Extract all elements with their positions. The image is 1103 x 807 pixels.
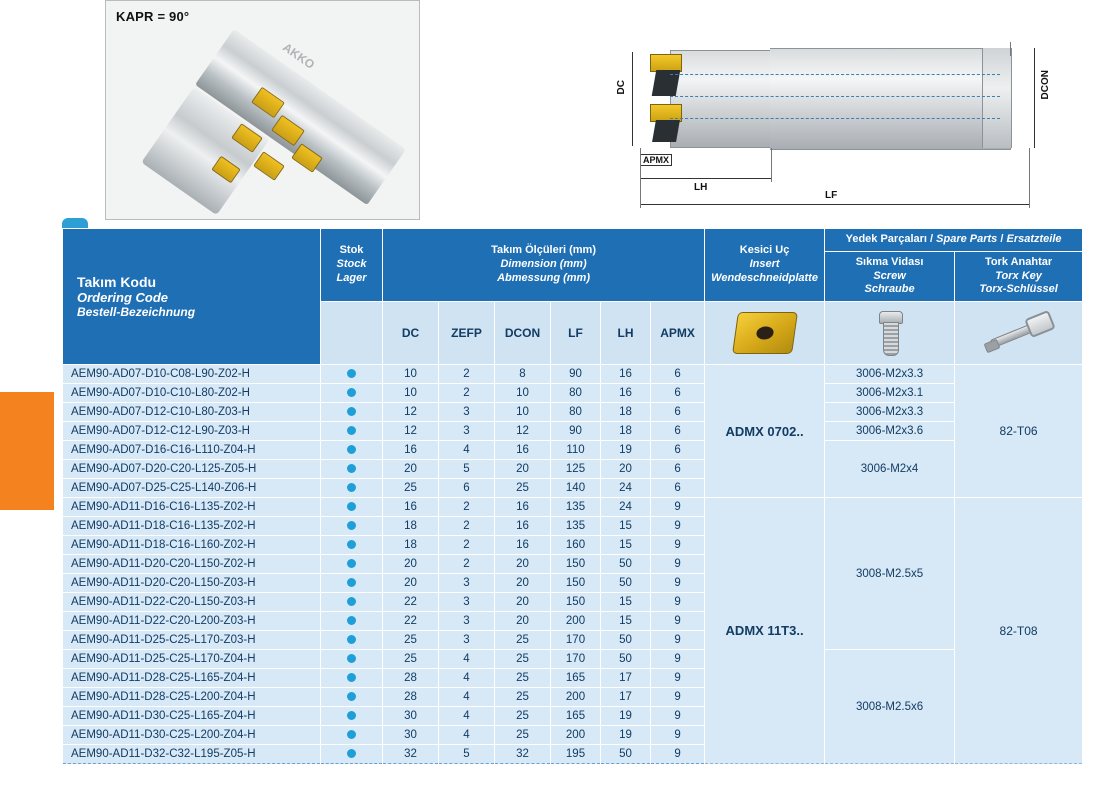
row-dc: 12 <box>383 403 439 422</box>
row-apmx: 6 <box>651 365 705 384</box>
row-ordering-code: AEM90-AD11-D32-C32-L195-Z05-H <box>63 745 321 764</box>
row-dcon: 25 <box>495 479 551 498</box>
row-lh: 50 <box>601 650 651 669</box>
screw-icon <box>877 311 903 355</box>
blue-dot-icon <box>347 578 356 587</box>
insert-header <box>705 229 825 302</box>
row-zefp: 6 <box>439 479 495 498</box>
spare-parts-tr: Yedek Parçaları <box>845 233 927 245</box>
insert-icon <box>732 312 798 354</box>
row-lf: 90 <box>551 422 601 441</box>
row-dc: 18 <box>383 536 439 555</box>
row-stock-status <box>321 745 383 764</box>
row-lf: 125 <box>551 460 601 479</box>
row-lf: 170 <box>551 631 601 650</box>
extension-line <box>640 148 641 182</box>
table-row[interactable] <box>63 384 1083 403</box>
row-ordering-code: AEM90-AD07-D25-C25-L140-Z06-H <box>63 479 321 498</box>
row-lf: 200 <box>551 688 601 707</box>
spare-parts-en: Spare Parts <box>936 233 998 245</box>
row-screw-code: 3006-M2x4 <box>825 441 955 498</box>
dimension-header-en: Dimension (mm) <box>500 258 587 271</box>
row-apmx: 6 <box>651 460 705 479</box>
row-lf: 150 <box>551 555 601 574</box>
table-row[interactable] <box>63 498 1083 517</box>
row-ordering-code: AEM90-AD07-D16-C16-L110-Z04-H <box>63 441 321 460</box>
row-stock-status <box>321 365 383 384</box>
row-stock-status <box>321 688 383 707</box>
row-lh: 17 <box>601 688 651 707</box>
row-screw-code: 3006-M2x3.3 <box>825 403 955 422</box>
dcon-label: DCON <box>1040 70 1051 100</box>
screw-header <box>825 251 955 301</box>
blue-dot-icon <box>347 445 356 454</box>
row-lf: 195 <box>551 745 601 764</box>
insert-header-de: Wendeschneidplatte <box>711 271 818 284</box>
row-lh: 18 <box>601 422 651 441</box>
row-zefp: 5 <box>439 745 495 764</box>
row-dcon: 20 <box>495 612 551 631</box>
row-lh: 50 <box>601 631 651 650</box>
row-apmx: 9 <box>651 555 705 574</box>
row-apmx: 9 <box>651 612 705 631</box>
drawing-centerline <box>670 118 1000 119</box>
drawing-centerline <box>670 74 1000 75</box>
row-lf: 140 <box>551 479 601 498</box>
torx-key-icon <box>983 311 1055 355</box>
row-lh: 15 <box>601 517 651 536</box>
row-zefp: 3 <box>439 631 495 650</box>
row-dcon: 16 <box>495 536 551 555</box>
row-lh: 16 <box>601 384 651 403</box>
screw-header-tr: Sıkma Vidası <box>855 255 924 268</box>
lh-label: LH <box>694 182 708 193</box>
row-lf: 150 <box>551 574 601 593</box>
stock-header <box>321 229 383 302</box>
row-dcon: 25 <box>495 707 551 726</box>
row-apmx: 9 <box>651 745 705 764</box>
row-dc: 20 <box>383 555 439 574</box>
row-apmx: 6 <box>651 479 705 498</box>
tool-photo <box>105 0 420 220</box>
row-dc: 20 <box>383 460 439 479</box>
blue-dot-icon <box>347 673 356 682</box>
blue-dot-icon <box>347 521 356 530</box>
row-lf: 165 <box>551 669 601 688</box>
row-stock-status <box>321 479 383 498</box>
row-lf: 200 <box>551 726 601 745</box>
row-stock-status <box>321 403 383 422</box>
row-screw-code: 3008-M2.5x5 <box>825 498 955 650</box>
col-dcon: DCON <box>495 302 551 365</box>
row-stock-status <box>321 441 383 460</box>
row-dcon: 25 <box>495 688 551 707</box>
row-dcon: 16 <box>495 441 551 460</box>
row-zefp: 3 <box>439 612 495 631</box>
row-dc: 25 <box>383 650 439 669</box>
row-dc: 30 <box>383 726 439 745</box>
row-apmx: 6 <box>651 441 705 460</box>
row-stock-status <box>321 631 383 650</box>
row-ordering-code: AEM90-AD11-D30-C25-L165-Z04-H <box>63 707 321 726</box>
row-zefp: 2 <box>439 536 495 555</box>
row-stock-status <box>321 555 383 574</box>
row-stock-status <box>321 536 383 555</box>
row-stock-status <box>321 707 383 726</box>
ordering-code-title-tr: Takım Kodu <box>77 274 157 290</box>
row-ordering-code: AEM90-AD11-D16-C16-L135-Z02-H <box>63 498 321 517</box>
insert-header-en: Insert <box>749 258 780 271</box>
row-zefp: 4 <box>439 726 495 745</box>
blue-dot-icon <box>347 654 356 663</box>
row-dc: 20 <box>383 574 439 593</box>
row-stock-status <box>321 612 383 631</box>
drawing-shank-end <box>982 48 1012 148</box>
col-dc: DC <box>383 302 439 365</box>
row-apmx: 9 <box>651 707 705 726</box>
row-ordering-code: AEM90-AD07-D10-C08-L90-Z02-H <box>63 365 321 384</box>
row-lf: 150 <box>551 593 601 612</box>
row-apmx: 9 <box>651 536 705 555</box>
blue-dot-icon <box>347 711 356 720</box>
row-lh: 19 <box>601 707 651 726</box>
col-lh: LH <box>601 302 651 365</box>
row-lh: 50 <box>601 745 651 764</box>
row-lh: 19 <box>601 441 651 460</box>
row-insert-code: ADMX 11T3.. <box>705 498 825 764</box>
row-zefp: 4 <box>439 707 495 726</box>
row-lh: 50 <box>601 555 651 574</box>
row-lh: 19 <box>601 726 651 745</box>
row-apmx: 9 <box>651 669 705 688</box>
row-dcon: 20 <box>495 555 551 574</box>
row-ordering-code: AEM90-AD07-D12-C12-L90-Z03-H <box>63 422 321 441</box>
row-lf: 135 <box>551 498 601 517</box>
drawing-shank <box>770 48 1011 150</box>
row-stock-status <box>321 384 383 403</box>
torx-icon-cell <box>955 302 1083 365</box>
blue-dot-icon <box>347 692 356 701</box>
row-dcon: 12 <box>495 422 551 441</box>
row-lh: 15 <box>601 612 651 631</box>
row-ordering-code: AEM90-AD11-D18-C16-L160-Z02-H <box>63 536 321 555</box>
row-dc: 25 <box>383 479 439 498</box>
insert-icon-cell <box>705 302 825 365</box>
lh-dimension-line <box>640 178 772 179</box>
stock-header-en: Stock <box>336 258 367 271</box>
row-screw-code: 3006-M2x3.6 <box>825 422 955 441</box>
decorative-orange-tab <box>0 392 54 510</box>
row-stock-status <box>321 669 383 688</box>
row-apmx: 6 <box>651 403 705 422</box>
blue-dot-icon <box>347 426 356 435</box>
row-zefp: 2 <box>439 517 495 536</box>
row-zefp: 3 <box>439 593 495 612</box>
row-stock-status <box>321 650 383 669</box>
dimension-header-tr: Takım Ölçüleri (mm) <box>491 244 596 257</box>
row-lh: 50 <box>601 574 651 593</box>
row-dcon: 8 <box>495 365 551 384</box>
row-dcon: 16 <box>495 517 551 536</box>
row-dc: 28 <box>383 688 439 707</box>
row-ordering-code: AEM90-AD11-D20-C20-L150-Z02-H <box>63 555 321 574</box>
table-row[interactable] <box>63 422 1083 441</box>
drawing-cutter-body <box>670 50 772 148</box>
row-zefp: 4 <box>439 669 495 688</box>
row-dc: 12 <box>383 422 439 441</box>
torx-header-tr: Tork Anahtar <box>984 255 1053 268</box>
blue-dot-icon <box>347 635 356 644</box>
row-lf: 200 <box>551 612 601 631</box>
row-dc: 25 <box>383 631 439 650</box>
row-lh: 16 <box>601 365 651 384</box>
row-apmx: 9 <box>651 631 705 650</box>
table-body <box>63 365 1083 764</box>
extension-line <box>640 178 641 208</box>
row-dcon: 25 <box>495 669 551 688</box>
blue-dot-icon <box>347 597 356 606</box>
blue-dot-icon <box>347 502 356 511</box>
row-lf: 80 <box>551 384 601 403</box>
blue-dot-icon <box>347 749 356 758</box>
illustration-area <box>0 0 1103 218</box>
row-stock-status <box>321 517 383 536</box>
row-torx-code: 82-T08 <box>955 498 1083 764</box>
blue-dot-icon <box>347 388 356 397</box>
row-dc: 16 <box>383 441 439 460</box>
row-dc: 32 <box>383 745 439 764</box>
insert-header-tr: Kesici Uç <box>739 244 790 257</box>
torx-header-en: Torx Key <box>995 269 1042 282</box>
row-zefp: 2 <box>439 384 495 403</box>
row-apmx: 9 <box>651 498 705 517</box>
blue-dot-icon <box>347 559 356 568</box>
row-dcon: 25 <box>495 726 551 745</box>
row-insert-code: ADMX 0702.. <box>705 365 825 498</box>
row-dcon: 20 <box>495 574 551 593</box>
row-stock-status <box>321 593 383 612</box>
row-lf: 170 <box>551 650 601 669</box>
row-stock-status <box>321 460 383 479</box>
row-lh: 24 <box>601 498 651 517</box>
dimension-header-de: Abmessung (mm) <box>497 271 590 284</box>
row-ordering-code: AEM90-AD11-D28-C25-L200-Z04-H <box>63 688 321 707</box>
row-zefp: 5 <box>439 460 495 479</box>
row-dcon: 25 <box>495 631 551 650</box>
row-dc: 16 <box>383 498 439 517</box>
row-screw-code: 3008-M2.5x6 <box>825 650 955 764</box>
torx-header <box>955 251 1083 301</box>
row-zefp: 4 <box>439 441 495 460</box>
row-dc: 10 <box>383 384 439 403</box>
row-stock-status <box>321 498 383 517</box>
row-dcon: 32 <box>495 745 551 764</box>
row-lh: 18 <box>601 403 651 422</box>
row-dcon: 16 <box>495 498 551 517</box>
ordering-code-title-en: Ordering Code <box>77 290 169 305</box>
row-lf: 110 <box>551 441 601 460</box>
blue-dot-icon <box>347 483 356 492</box>
row-stock-status <box>321 726 383 745</box>
row-ordering-code: AEM90-AD11-D20-C20-L150-Z03-H <box>63 574 321 593</box>
row-lf: 135 <box>551 517 601 536</box>
row-dc: 28 <box>383 669 439 688</box>
stock-icon-col <box>321 302 383 365</box>
ordering-code-header <box>63 229 321 365</box>
extension-line <box>1010 42 1011 56</box>
row-screw-code: 3006-M2x3.1 <box>825 384 955 403</box>
tool-photo-graphic <box>106 1 419 219</box>
dc-label: DC <box>616 80 627 95</box>
drawing-centerline <box>670 96 1000 97</box>
row-dcon: 20 <box>495 460 551 479</box>
row-lh: 24 <box>601 479 651 498</box>
row-ordering-code: AEM90-AD11-D25-C25-L170-Z04-H <box>63 650 321 669</box>
row-dc: 30 <box>383 707 439 726</box>
row-zefp: 2 <box>439 365 495 384</box>
row-zefp: 3 <box>439 574 495 593</box>
row-zefp: 4 <box>439 688 495 707</box>
row-stock-status <box>321 422 383 441</box>
row-ordering-code: AEM90-AD11-D30-C25-L200-Z04-H <box>63 726 321 745</box>
stock-header-tr: Stok <box>339 244 364 257</box>
col-lf: LF <box>551 302 601 365</box>
table-row[interactable] <box>63 441 1083 460</box>
lf-dimension-line <box>640 204 1030 205</box>
row-apmx: 9 <box>651 574 705 593</box>
kapr-label: KAPR = 90° <box>116 9 190 24</box>
row-apmx: 6 <box>651 384 705 403</box>
row-lf: 160 <box>551 536 601 555</box>
row-dcon: 10 <box>495 403 551 422</box>
row-apmx: 6 <box>651 422 705 441</box>
row-ordering-code: AEM90-AD11-D18-C16-L135-Z02-H <box>63 517 321 536</box>
row-stock-status <box>321 574 383 593</box>
product-table <box>62 228 1083 764</box>
drawing-insert-pocket <box>652 120 680 142</box>
row-dc: 18 <box>383 517 439 536</box>
row-dc: 10 <box>383 365 439 384</box>
row-dc: 22 <box>383 612 439 631</box>
row-lf: 90 <box>551 365 601 384</box>
ordering-code-title-de: Bestell-Bezeichnung <box>77 305 196 319</box>
row-lf: 80 <box>551 403 601 422</box>
row-ordering-code: AEM90-AD11-D22-C20-L150-Z03-H <box>63 593 321 612</box>
product-table-wrapper <box>62 228 1082 764</box>
row-apmx: 9 <box>651 688 705 707</box>
row-ordering-code: AEM90-AD07-D20-C20-L125-Z05-H <box>63 460 321 479</box>
extension-line <box>1029 148 1030 208</box>
row-ordering-code: AEM90-AD11-D22-C20-L200-Z03-H <box>63 612 321 631</box>
blue-dot-icon <box>347 464 356 473</box>
row-zefp: 4 <box>439 650 495 669</box>
row-zefp: 2 <box>439 498 495 517</box>
table-row[interactable] <box>63 365 1083 384</box>
row-dcon: 20 <box>495 593 551 612</box>
lf-label: LF <box>825 190 838 201</box>
table-header-row-1 <box>63 229 1083 252</box>
blue-dot-icon <box>347 369 356 378</box>
brand-text: AKKO <box>280 40 318 72</box>
row-ordering-code: AEM90-AD11-D28-C25-L165-Z04-H <box>63 669 321 688</box>
row-apmx: 9 <box>651 593 705 612</box>
blue-dot-icon <box>347 540 356 549</box>
stock-header-de: Lager <box>336 271 367 284</box>
row-dc: 22 <box>383 593 439 612</box>
table-row[interactable] <box>63 403 1083 422</box>
row-lh: 15 <box>601 593 651 612</box>
table-row[interactable] <box>63 650 1083 669</box>
row-apmx: 9 <box>651 650 705 669</box>
dc-dimension-line <box>632 52 633 146</box>
torx-header-de: Torx-Schlüssel <box>979 283 1058 296</box>
row-lh: 15 <box>601 536 651 555</box>
screw-icon-cell <box>825 302 955 365</box>
blue-dot-icon <box>347 730 356 739</box>
row-torx-code: 82-T06 <box>955 365 1083 498</box>
technical-drawing <box>610 18 1080 208</box>
row-apmx: 9 <box>651 517 705 536</box>
extension-line <box>771 148 772 182</box>
apmx-label: APMX <box>640 154 672 166</box>
row-lh: 17 <box>601 669 651 688</box>
col-zefp: ZEFP <box>439 302 495 365</box>
spare-parts-header: Yedek Parçaları / Spare Parts / Ersatzteile <box>825 229 1083 252</box>
row-ordering-code: AEM90-AD11-D25-C25-L170-Z03-H <box>63 631 321 650</box>
spare-parts-de: Ersatzteile <box>1006 233 1062 245</box>
row-screw-code: 3006-M2x3.3 <box>825 365 955 384</box>
screw-header-en: Screw <box>873 269 906 282</box>
col-apmx: APMX <box>651 302 705 365</box>
dimension-header <box>383 229 705 302</box>
row-zefp: 3 <box>439 422 495 441</box>
row-zefp: 3 <box>439 403 495 422</box>
row-ordering-code: AEM90-AD07-D10-C10-L80-Z02-H <box>63 384 321 403</box>
screw-header-de: Schraube <box>864 283 915 296</box>
row-lf: 165 <box>551 707 601 726</box>
row-apmx: 9 <box>651 726 705 745</box>
row-dcon: 25 <box>495 650 551 669</box>
row-dcon: 10 <box>495 384 551 403</box>
row-ordering-code: AEM90-AD07-D12-C10-L80-Z03-H <box>63 403 321 422</box>
row-lh: 20 <box>601 460 651 479</box>
dcon-dimension-line <box>1034 48 1035 148</box>
blue-dot-icon <box>347 407 356 416</box>
blue-dot-icon <box>347 616 356 625</box>
row-zefp: 2 <box>439 555 495 574</box>
